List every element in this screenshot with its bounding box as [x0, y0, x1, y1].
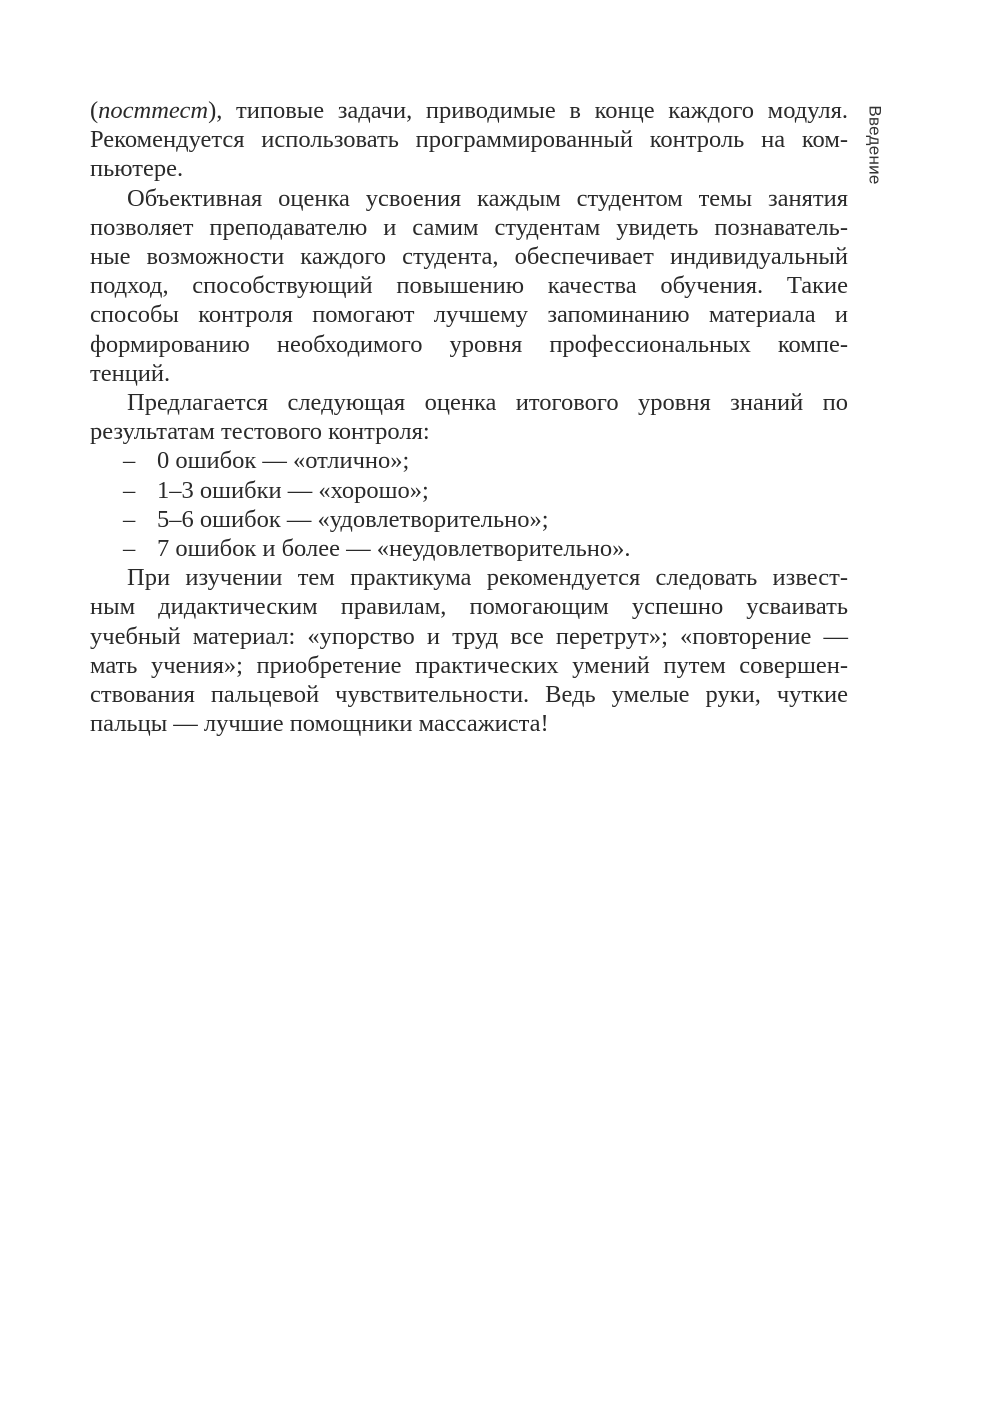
- text-line: учебный материал: «упорство и труд все перетрут»; «повторение —: [90, 622, 848, 650]
- list-item-text: 5–6 ошибок — «удовлетворительно»;: [157, 505, 549, 533]
- list-item-text: 1–3 ошибки — «хорошо»;: [157, 476, 429, 504]
- text-line: Предлагается следующая оценка итогового уровня знаний по: [127, 389, 848, 417]
- list-item: [90, 534, 848, 563]
- text-line: Рекомендуется использовать программированный контроль на ком-: [90, 126, 848, 154]
- text-line: позволяет преподавателю и самим студентам увидеть познаватель-: [90, 213, 848, 241]
- text-line: тенций.: [90, 359, 171, 387]
- italic-term: посттест: [98, 97, 209, 124]
- paragraph-grading-intro: [90, 388, 848, 446]
- text-line: ствования пальцевой чувствительности. Ведь умелые руки, чуткие: [90, 681, 848, 708]
- list-dash: –: [123, 476, 136, 504]
- text-line: ные возможности каждого студента, обеспечивает индивидуальный: [90, 243, 848, 271]
- list-item-text: 0 ошибок — «отлично»;: [157, 447, 410, 475]
- text-line: подход, способствующий повышению качества обучения. Такие: [90, 272, 848, 300]
- list-dash: –: [123, 535, 136, 562]
- running-head-text: Введение: [866, 105, 885, 185]
- list-item: [90, 476, 848, 505]
- list-item-text: 7 ошибок и более — «неудовлетворительно».: [157, 535, 631, 562]
- text-line: способы контроля помогают лучшему запоминанию материала и: [90, 301, 848, 329]
- running-head: [862, 100, 888, 190]
- text-line: ным дидактическим правилам, помогающим успешно усваивать: [90, 593, 848, 621]
- body-text: [90, 96, 848, 738]
- paragraph-assessment: [90, 184, 848, 388]
- text-line: Объективная оценка усвоения каждым студентом темы занятия: [127, 184, 848, 212]
- text-line: мать учения»; приобретение практических умений путем совершен-: [90, 651, 848, 679]
- text-line: (посттест), типовые задачи, приводимые в конце каждого модуля.: [90, 97, 848, 124]
- paragraph-didactic-rules: [90, 563, 848, 738]
- text-line: При изучении тем практикума рекомендуется следовать извест-: [127, 564, 848, 592]
- list-dash: –: [123, 447, 136, 475]
- list-item: [90, 505, 848, 534]
- text-line: результатам тестового контроля:: [90, 418, 430, 446]
- grading-list: [90, 446, 848, 563]
- text-line: пальцы — лучшие помощники массажиста!: [90, 710, 549, 738]
- paragraph-posttest: [90, 96, 848, 184]
- list-item: [90, 446, 848, 475]
- text-line: пьютере.: [90, 155, 184, 183]
- list-dash: –: [123, 505, 136, 533]
- text-line: формированию необходимого уровня профессиональных компе-: [90, 330, 848, 358]
